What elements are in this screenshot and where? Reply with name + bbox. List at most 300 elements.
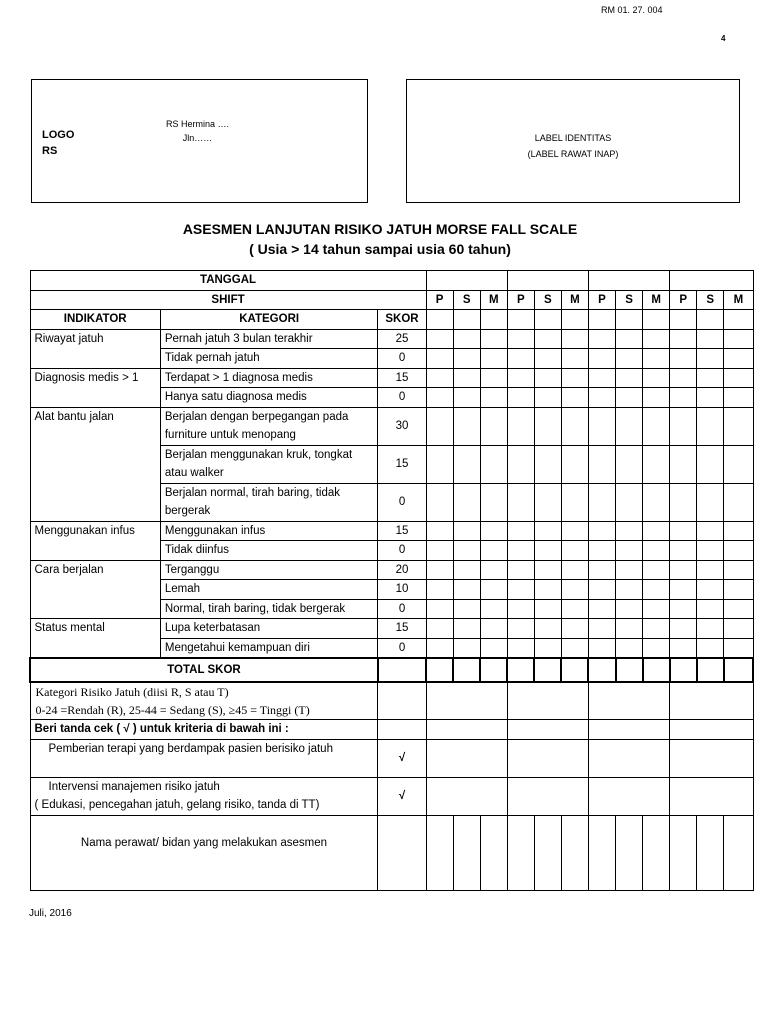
checklist-row: [30, 777, 753, 815]
check-cell[interactable]: [588, 739, 669, 777]
kategori-cell: Menggunakan infus: [160, 521, 378, 541]
score-cell[interactable]: [724, 407, 753, 445]
skor-cell: 0: [378, 599, 426, 619]
score-cell[interactable]: [480, 368, 507, 388]
identity-label-box: [406, 79, 740, 203]
score-cell[interactable]: [724, 445, 753, 483]
score-cell[interactable]: [616, 560, 643, 580]
score-cell[interactable]: [507, 560, 534, 580]
total-cell[interactable]: [724, 658, 753, 682]
score-cell[interactable]: [724, 541, 753, 561]
score-cell[interactable]: [643, 580, 670, 600]
score-cell[interactable]: [507, 619, 534, 639]
score-cell[interactable]: [534, 541, 561, 561]
total-skor-cell[interactable]: [378, 658, 426, 682]
date-cell[interactable]: [588, 271, 669, 291]
table-row: [30, 407, 753, 445]
date-cell[interactable]: [670, 271, 753, 291]
empty-cell: [507, 720, 588, 740]
checklist-item-therapy: Pemberian terapi yang berdampak pasien berisiko jatuh: [30, 739, 378, 777]
score-cell[interactable]: [724, 638, 753, 658]
score-cell[interactable]: [561, 560, 588, 580]
score-cell[interactable]: [480, 619, 507, 639]
score-cell[interactable]: [480, 580, 507, 600]
score-cell[interactable]: [724, 560, 753, 580]
skor-cell: 30: [378, 407, 426, 445]
total-cell[interactable]: [616, 658, 643, 682]
score-cell[interactable]: [670, 580, 697, 600]
total-cell[interactable]: [697, 658, 724, 682]
table-row: [30, 560, 753, 580]
score-cell[interactable]: [453, 619, 480, 639]
shift-header: P: [670, 290, 697, 310]
nurse-cell[interactable]: [426, 815, 453, 890]
indikator-cell: Status mental: [30, 619, 160, 659]
score-cell[interactable]: [453, 310, 480, 330]
total-cell[interactable]: [453, 658, 480, 682]
score-cell[interactable]: [561, 483, 588, 521]
score-cell[interactable]: [697, 349, 724, 369]
check-cell[interactable]: [670, 739, 753, 777]
score-cell[interactable]: [588, 541, 615, 561]
indikator-cell: Diagnosis medis > 1: [30, 368, 160, 407]
score-cell[interactable]: [724, 368, 753, 388]
score-cell[interactable]: [507, 541, 534, 561]
score-cell[interactable]: [561, 388, 588, 408]
score-cell[interactable]: [534, 638, 561, 658]
date-cell[interactable]: [507, 271, 588, 291]
score-cell[interactable]: [453, 483, 480, 521]
score-cell[interactable]: [670, 368, 697, 388]
score-cell[interactable]: [616, 368, 643, 388]
title-line1: ASESMEN LANJUTAN RISIKO JATUH MORSE FALL SCALE: [182, 221, 578, 237]
score-cell[interactable]: [670, 560, 697, 580]
kategori-cell: Tidak pernah jatuh: [160, 349, 378, 369]
score-cell[interactable]: [426, 560, 453, 580]
score-cell[interactable]: [426, 368, 453, 388]
score-cell[interactable]: [616, 619, 643, 639]
score-cell[interactable]: [561, 368, 588, 388]
score-cell[interactable]: [507, 580, 534, 600]
score-cell[interactable]: [507, 521, 534, 541]
nurse-cell[interactable]: [534, 815, 561, 890]
score-cell[interactable]: [534, 368, 561, 388]
score-cell[interactable]: [643, 599, 670, 619]
score-cell[interactable]: [643, 388, 670, 408]
score-cell[interactable]: [453, 329, 480, 349]
score-cell[interactable]: [697, 560, 724, 580]
risk-cell[interactable]: [378, 682, 426, 720]
total-cell[interactable]: [534, 658, 561, 682]
score-cell[interactable]: [697, 310, 724, 330]
score-cell[interactable]: [643, 349, 670, 369]
score-cell[interactable]: [588, 521, 615, 541]
score-cell[interactable]: [588, 310, 615, 330]
skor-cell: 10: [378, 580, 426, 600]
score-cell[interactable]: [426, 541, 453, 561]
column-header-row: [30, 310, 753, 330]
score-cell[interactable]: [643, 329, 670, 349]
score-cell[interactable]: [534, 483, 561, 521]
score-cell[interactable]: [588, 483, 615, 521]
tanggal-label: TANGGAL: [30, 271, 426, 291]
score-cell[interactable]: [453, 541, 480, 561]
score-cell[interactable]: [616, 580, 643, 600]
score-cell[interactable]: [561, 599, 588, 619]
score-cell[interactable]: [643, 541, 670, 561]
intervention-line2: ( Edukasi, pencegahan jatuh, gelang risiko, tanda di TT): [34, 799, 320, 811]
score-cell[interactable]: [480, 483, 507, 521]
score-cell[interactable]: [670, 521, 697, 541]
shift-header: S: [697, 290, 724, 310]
logo-placeholder: [42, 127, 74, 159]
score-cell[interactable]: [670, 388, 697, 408]
score-cell[interactable]: [426, 407, 453, 445]
empty-cell: [426, 720, 507, 740]
score-cell[interactable]: [724, 599, 753, 619]
nurse-cell[interactable]: [561, 815, 588, 890]
total-cell[interactable]: [561, 658, 588, 682]
score-cell[interactable]: [588, 445, 615, 483]
score-cell[interactable]: [426, 388, 453, 408]
score-cell[interactable]: [534, 445, 561, 483]
shift-header: M: [643, 290, 670, 310]
score-cell[interactable]: [561, 521, 588, 541]
nurse-cell[interactable]: [643, 815, 670, 890]
score-cell[interactable]: [453, 521, 480, 541]
score-cell[interactable]: [426, 310, 453, 330]
skor-cell: 0: [378, 541, 426, 561]
score-cell[interactable]: [561, 619, 588, 639]
score-cell[interactable]: [507, 310, 534, 330]
nurse-cell[interactable]: [616, 815, 643, 890]
check-cell[interactable]: [670, 777, 753, 815]
score-cell[interactable]: [588, 349, 615, 369]
score-cell[interactable]: [588, 560, 615, 580]
score-cell[interactable]: [507, 638, 534, 658]
score-cell[interactable]: [643, 483, 670, 521]
skor-cell: 25: [378, 329, 426, 349]
score-cell[interactable]: [534, 560, 561, 580]
kategori-cell: Lupa keterbatasan: [160, 619, 378, 639]
checklist-item-intervention: [30, 777, 378, 815]
score-cell[interactable]: [561, 580, 588, 600]
check-cell[interactable]: [507, 777, 588, 815]
shift-header: P: [507, 290, 534, 310]
table-row: [30, 619, 753, 639]
score-cell[interactable]: [480, 310, 507, 330]
score-cell[interactable]: [534, 310, 561, 330]
shift-header: M: [561, 290, 588, 310]
score-cell[interactable]: [561, 445, 588, 483]
score-cell[interactable]: [453, 599, 480, 619]
nurse-cell[interactable]: [697, 815, 724, 890]
risk-cell[interactable]: [507, 682, 588, 720]
skor-cell: 0: [378, 388, 426, 408]
document-code: RM 01. 27. 004: [601, 5, 663, 15]
indikator-cell: Alat bantu jalan: [30, 407, 160, 521]
score-cell[interactable]: [670, 638, 697, 658]
logo-line1: LOGO: [42, 129, 75, 141]
score-cell[interactable]: [426, 580, 453, 600]
score-cell[interactable]: [561, 349, 588, 369]
score-cell[interactable]: [697, 541, 724, 561]
nurse-row: [30, 815, 753, 890]
score-cell[interactable]: [697, 407, 724, 445]
score-cell[interactable]: [426, 349, 453, 369]
score-cell[interactable]: [507, 445, 534, 483]
nurse-cell[interactable]: [378, 815, 426, 890]
indikator-cell: Cara berjalan: [30, 560, 160, 619]
score-cell[interactable]: [697, 445, 724, 483]
kategori-cell: Terganggu: [160, 560, 378, 580]
score-cell[interactable]: [724, 329, 753, 349]
score-cell[interactable]: [724, 310, 753, 330]
hospital-address: Jln……: [182, 133, 213, 143]
table-row: [30, 368, 753, 388]
score-cell[interactable]: [697, 521, 724, 541]
score-cell[interactable]: [697, 580, 724, 600]
score-cell[interactable]: [616, 599, 643, 619]
total-skor-label: TOTAL SKOR: [30, 658, 378, 682]
check-cell[interactable]: [588, 777, 669, 815]
score-cell[interactable]: [426, 329, 453, 349]
score-cell[interactable]: [453, 407, 480, 445]
score-cell[interactable]: [561, 638, 588, 658]
score-cell[interactable]: [480, 521, 507, 541]
score-cell[interactable]: [480, 638, 507, 658]
shift-header: S: [616, 290, 643, 310]
score-cell[interactable]: [426, 445, 453, 483]
indikator-header: INDIKATOR: [30, 310, 160, 330]
score-cell[interactable]: [588, 599, 615, 619]
score-cell[interactable]: [616, 310, 643, 330]
score-cell[interactable]: [561, 541, 588, 561]
skor-cell: 0: [378, 349, 426, 369]
score-cell[interactable]: [507, 407, 534, 445]
nurse-cell[interactable]: [670, 815, 697, 890]
check-mark: √: [378, 777, 426, 815]
total-cell[interactable]: [426, 658, 453, 682]
score-cell[interactable]: [643, 310, 670, 330]
score-cell[interactable]: [643, 368, 670, 388]
score-cell[interactable]: [616, 329, 643, 349]
shift-label: SHIFT: [30, 290, 426, 310]
check-mark: √: [378, 739, 426, 777]
skor-header: SKOR: [378, 310, 426, 330]
score-cell[interactable]: [588, 407, 615, 445]
score-cell[interactable]: [670, 483, 697, 521]
checklist-row: [30, 739, 753, 777]
score-cell[interactable]: [480, 407, 507, 445]
logo-line2: RS: [42, 145, 58, 157]
date-cell[interactable]: [426, 271, 507, 291]
score-cell[interactable]: [643, 445, 670, 483]
score-cell[interactable]: [697, 368, 724, 388]
nurse-cell[interactable]: [507, 815, 534, 890]
total-cell[interactable]: [670, 658, 697, 682]
nurse-name-text: Nama perawat/ bidan yang melakukan asesmen: [80, 836, 328, 849]
score-cell[interactable]: [670, 445, 697, 483]
score-cell[interactable]: [507, 329, 534, 349]
score-cell[interactable]: [724, 349, 753, 369]
score-cell[interactable]: [643, 407, 670, 445]
shift-header: M: [480, 290, 507, 310]
page-number: 4: [721, 34, 726, 43]
score-cell[interactable]: [534, 619, 561, 639]
risk-cell[interactable]: [588, 682, 669, 720]
nurse-cell[interactable]: [724, 815, 753, 890]
score-cell[interactable]: [507, 599, 534, 619]
score-cell[interactable]: [670, 541, 697, 561]
score-cell[interactable]: [426, 521, 453, 541]
shift-row: [30, 290, 753, 310]
kategori-cell: Lemah: [160, 580, 378, 600]
score-cell[interactable]: [426, 483, 453, 521]
score-cell[interactable]: [453, 638, 480, 658]
score-cell[interactable]: [588, 619, 615, 639]
score-cell[interactable]: [507, 349, 534, 369]
score-cell[interactable]: [724, 483, 753, 521]
score-cell[interactable]: [643, 619, 670, 639]
score-cell[interactable]: [616, 483, 643, 521]
kategori-cell: Berjalan menggunakan kruk, tongkat atau walker: [160, 445, 378, 483]
indikator-cell: Menggunakan infus: [30, 521, 160, 560]
score-cell[interactable]: [480, 349, 507, 369]
kategori-cell: Pernah jatuh 3 bulan terakhir: [160, 329, 378, 349]
score-cell[interactable]: [561, 407, 588, 445]
score-cell[interactable]: [643, 638, 670, 658]
score-cell[interactable]: [588, 388, 615, 408]
skor-cell: 20: [378, 560, 426, 580]
score-cell[interactable]: [561, 329, 588, 349]
score-cell[interactable]: [534, 521, 561, 541]
score-cell[interactable]: [670, 407, 697, 445]
score-cell[interactable]: [534, 599, 561, 619]
logo-box: [31, 79, 368, 203]
score-cell[interactable]: [697, 619, 724, 639]
score-cell[interactable]: [453, 368, 480, 388]
score-cell[interactable]: [697, 388, 724, 408]
score-cell[interactable]: [616, 445, 643, 483]
score-cell[interactable]: [534, 407, 561, 445]
score-cell[interactable]: [588, 368, 615, 388]
score-cell[interactable]: [724, 580, 753, 600]
checklist-title: Beri tanda cek ( √ ) untuk kriteria di bawah ini :: [30, 720, 378, 740]
score-cell[interactable]: [724, 521, 753, 541]
risk-category-row: [30, 682, 753, 720]
skor-cell: 0: [378, 483, 426, 521]
score-cell[interactable]: [507, 388, 534, 408]
score-cell[interactable]: [480, 599, 507, 619]
score-cell[interactable]: [426, 638, 453, 658]
score-cell[interactable]: [426, 619, 453, 639]
score-cell[interactable]: [534, 580, 561, 600]
score-cell[interactable]: [588, 638, 615, 658]
score-cell[interactable]: [643, 521, 670, 541]
score-cell[interactable]: [670, 329, 697, 349]
check-cell[interactable]: [507, 739, 588, 777]
score-cell[interactable]: [724, 388, 753, 408]
score-cell[interactable]: [507, 483, 534, 521]
score-cell[interactable]: [561, 310, 588, 330]
shift-header: S: [453, 290, 480, 310]
score-cell[interactable]: [670, 599, 697, 619]
table-row: [30, 521, 753, 541]
total-cell[interactable]: [643, 658, 670, 682]
nurse-cell[interactable]: [588, 815, 615, 890]
total-cell[interactable]: [480, 658, 507, 682]
score-cell[interactable]: [534, 329, 561, 349]
score-cell[interactable]: [724, 619, 753, 639]
score-cell[interactable]: [616, 388, 643, 408]
score-cell[interactable]: [507, 368, 534, 388]
score-cell[interactable]: [534, 388, 561, 408]
score-cell[interactable]: [534, 349, 561, 369]
score-cell[interactable]: [588, 580, 615, 600]
kategori-cell: Berjalan normal, tirah baring, tidak bergerak: [160, 483, 378, 521]
check-cell[interactable]: [426, 739, 507, 777]
score-cell[interactable]: [697, 329, 724, 349]
kategori-header: KATEGORI: [160, 310, 378, 330]
score-cell[interactable]: [480, 560, 507, 580]
tanggal-row: [30, 271, 753, 291]
score-cell[interactable]: [480, 388, 507, 408]
score-cell[interactable]: [480, 329, 507, 349]
score-cell[interactable]: [480, 445, 507, 483]
nurse-cell[interactable]: [480, 815, 507, 890]
empty-cell: [378, 720, 426, 740]
score-cell[interactable]: [453, 560, 480, 580]
page-title: [0, 219, 760, 259]
score-cell[interactable]: [588, 329, 615, 349]
kategori-cell: Terdapat > 1 diagnosa medis: [160, 368, 378, 388]
skor-cell: 15: [378, 368, 426, 388]
score-cell[interactable]: [670, 619, 697, 639]
empty-cell: [588, 720, 669, 740]
score-cell[interactable]: [697, 638, 724, 658]
score-cell[interactable]: [670, 310, 697, 330]
score-cell[interactable]: [453, 388, 480, 408]
score-cell[interactable]: [616, 638, 643, 658]
risk-cell[interactable]: [670, 682, 753, 720]
score-cell[interactable]: [453, 445, 480, 483]
total-cell[interactable]: [588, 658, 615, 682]
skor-cell: 15: [378, 619, 426, 639]
score-cell[interactable]: [616, 521, 643, 541]
score-cell[interactable]: [643, 560, 670, 580]
check-cell[interactable]: [426, 777, 507, 815]
risk-cell[interactable]: [426, 682, 507, 720]
score-cell[interactable]: [453, 349, 480, 369]
score-cell[interactable]: [616, 349, 643, 369]
kategori-cell: Mengetahui kemampuan diri: [160, 638, 378, 658]
score-cell[interactable]: [670, 349, 697, 369]
score-cell[interactable]: [616, 407, 643, 445]
score-cell[interactable]: [453, 580, 480, 600]
score-cell[interactable]: [616, 541, 643, 561]
risk-category-title: Kategori Risiko Jatuh (diisi R, S atau T): [35, 685, 229, 699]
skor-cell: 0: [378, 638, 426, 658]
morse-fall-scale-table: [29, 270, 754, 891]
score-cell[interactable]: [480, 541, 507, 561]
total-cell[interactable]: [507, 658, 534, 682]
nurse-cell[interactable]: [453, 815, 480, 890]
score-cell[interactable]: [426, 599, 453, 619]
kategori-cell: Normal, tirah baring, tidak bergerak: [160, 599, 378, 619]
score-cell[interactable]: [697, 599, 724, 619]
score-cell[interactable]: [697, 483, 724, 521]
